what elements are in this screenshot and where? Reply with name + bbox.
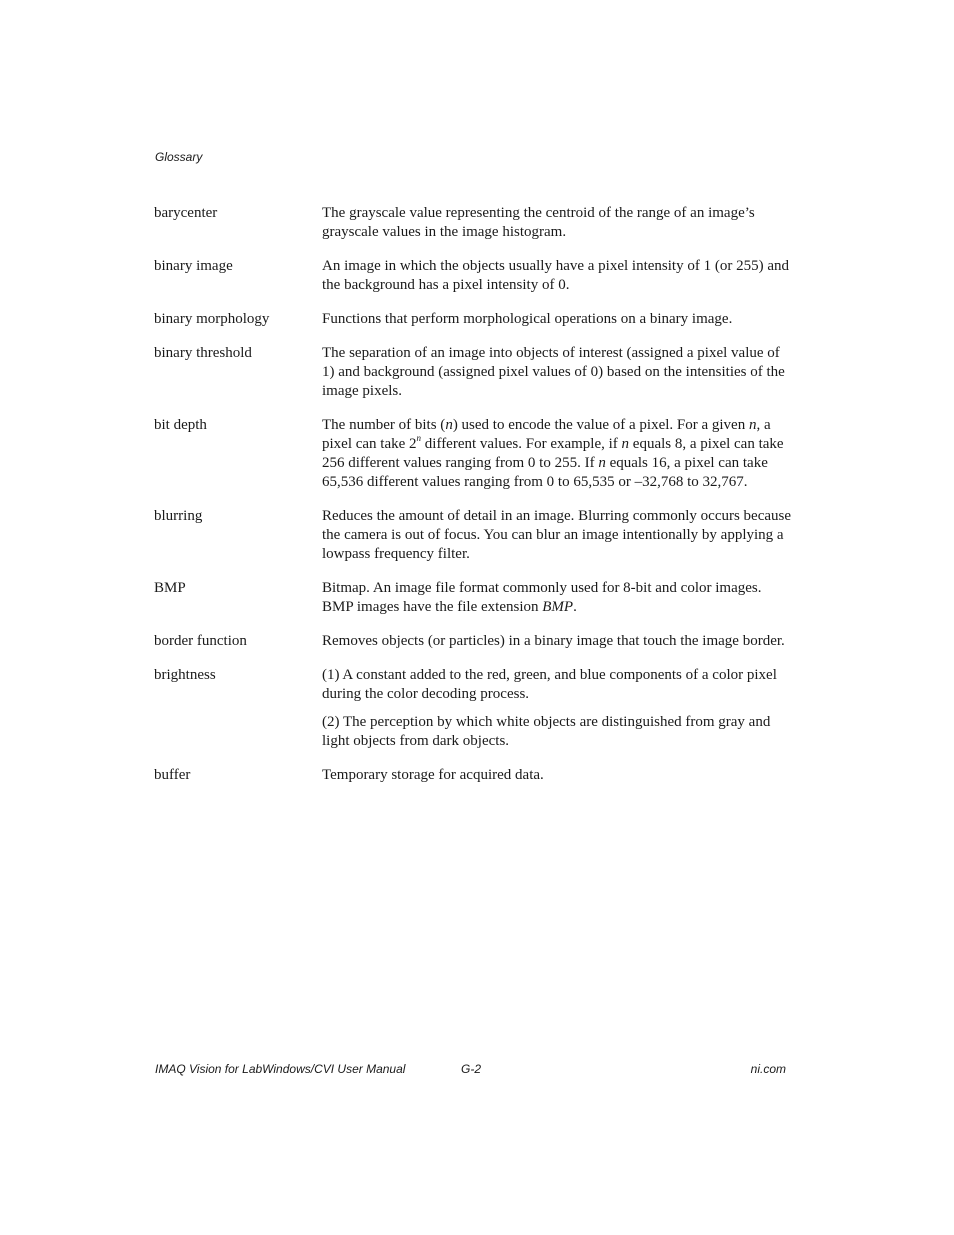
file-extension: BMP: [542, 599, 574, 615]
glossary-entry-binary-image: [154, 257, 794, 295]
variable-n: n: [598, 455, 606, 471]
glossary-entry-binary-threshold: [154, 344, 794, 401]
glossary-definition: Removes objects (or particles) in a binary image that touch the image border.: [322, 633, 785, 649]
glossary-definition-block: [322, 579, 794, 617]
glossary-term: blurring: [154, 508, 203, 524]
glossary-term: buffer: [154, 767, 191, 783]
variable-n: n: [621, 436, 630, 452]
definition-text: equals 16, a pixel can take 65,536 different values ranging from 0 to 65,535 or –32,768 to 32,767.: [322, 455, 768, 490]
glossary-definition: Temporary storage for acquired data.: [322, 767, 544, 783]
glossary-entry-barycenter: [154, 204, 794, 242]
glossary-definition: The grayscale value representing the centroid of the range of an image’s grayscale values in the image histogram.: [322, 205, 755, 240]
glossary-definition: (1) A constant added to the red, green, and blue components of a color pixel during the color decoding process.: [322, 667, 777, 702]
footer-manual-title: IMAQ Vision for LabWindows/CVI User Manual: [155, 1062, 406, 1076]
variable-n: n: [748, 417, 757, 433]
glossary-definition: Reduces the amount of detail in an image. Blurring commonly occurs because the camera is out of focus. You can blur an image intentionally by applying a lowpass frequency filter.: [322, 508, 792, 562]
glossary-definition-block: [322, 632, 794, 651]
glossary-entry-bmp: [154, 579, 794, 617]
definition-text: .: [573, 599, 577, 615]
definition-text: The number of bits (: [322, 417, 446, 433]
definition-text: , a pixel can take 2: [322, 417, 771, 452]
glossary-definition-block: [322, 204, 794, 242]
glossary-term: brightness: [154, 667, 216, 683]
definition-text: Bitmap. An image file format commonly used for 8-bit and color images. BMP images have the file extension: [322, 580, 762, 615]
glossary-entry-brightness: [154, 666, 794, 751]
exponent-n: n: [416, 433, 422, 443]
glossary-definition: [322, 579, 794, 617]
glossary-definition: [322, 416, 794, 492]
footer-page-number: G-2: [461, 1062, 482, 1076]
glossary-term: BMP: [154, 580, 186, 596]
glossary-term: bit depth: [154, 417, 207, 433]
glossary-definition-block: [322, 257, 794, 295]
definition-text: ) used to encode the value of a pixel. For a given: [452, 417, 749, 433]
glossary-entry-binary-morphology: [154, 310, 794, 329]
glossary-term: binary threshold: [154, 345, 252, 361]
glossary-term: binary morphology: [154, 311, 270, 327]
glossary-entry-blurring: [154, 507, 794, 564]
glossary-list: [154, 204, 794, 800]
glossary-definition-block: [322, 344, 794, 401]
definition-text: different values. For example, if: [421, 436, 622, 452]
glossary-definition: Functions that perform morphological operations on a binary image.: [322, 311, 733, 327]
glossary-definition: (2) The perception by which white objects are distinguished from gray and light objects from dark objects.: [322, 714, 771, 749]
footer-website: ni.com: [750, 1062, 786, 1076]
glossary-term: binary image: [154, 258, 233, 274]
glossary-entry-bit-depth: [154, 416, 794, 492]
glossary-definition-block: [322, 310, 794, 329]
glossary-term: border function: [154, 633, 247, 649]
glossary-definition: The separation of an image into objects of interest (assigned a pixel value of 1) and background (assigned pixel values of 0) based on the intensities of the image pixels.: [322, 345, 785, 399]
glossary-term: barycenter: [154, 205, 218, 221]
running-head: Glossary: [155, 150, 203, 164]
glossary-entry-buffer: [154, 766, 794, 785]
glossary-definition: An image in which the objects usually have a pixel intensity of 1 (or 255) and the background has a pixel intensity of 0.: [322, 258, 789, 293]
definition-text: equals 8, a pixel can take 256 different values ranging from 0 to 255. If: [322, 436, 784, 471]
glossary-definition-block: [322, 416, 794, 492]
glossary-entry-border-function: [154, 632, 794, 651]
variable-n: n: [445, 417, 453, 433]
glossary-definition-block: [322, 666, 794, 751]
glossary-definition-block: [322, 766, 794, 785]
glossary-definition-block: [322, 507, 794, 564]
